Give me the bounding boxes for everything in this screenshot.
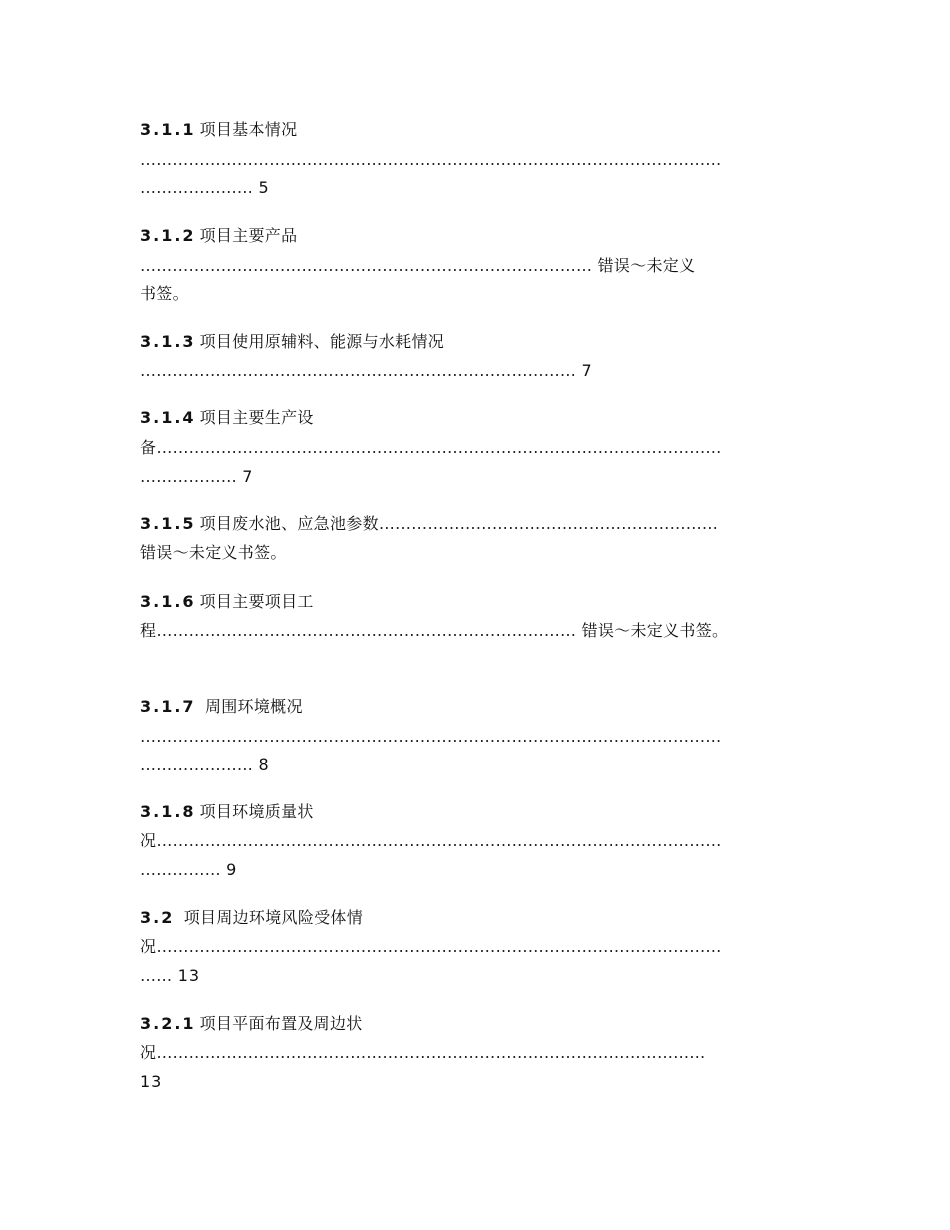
toc-page-number[interactable]: 13 [140, 1072, 163, 1091]
toc-entry-3-1-4-page-line [140, 465, 253, 489]
toc-page-number[interactable]: 9 [226, 860, 238, 879]
toc-leader-dots: ……………………………………………………… [378, 514, 719, 533]
toc-entry-number: 3.1.4 [140, 408, 196, 427]
toc-entry-title: 项目基本情况 [199, 120, 298, 139]
toc-entry-3-1-5-cont [140, 541, 287, 565]
toc-error-text[interactable]: 错误～未定义 [597, 256, 696, 275]
toc-error-text[interactable]: 错误～未定义书签。 [581, 621, 729, 640]
toc-leader-dots: …………………………………………………………………… [156, 621, 577, 640]
toc-entry-title-cont: 况 [140, 937, 157, 956]
toc-entry-3-1-4-title-line[interactable] [140, 406, 314, 430]
toc-page-number[interactable]: 13 [177, 966, 201, 985]
toc-leader-dots: …… [140, 966, 173, 985]
toc-page-number[interactable]: 5 [258, 178, 270, 197]
toc-entry-3-1-1-title-line[interactable] [140, 118, 297, 142]
toc-entry-3-1-6-title-line[interactable] [140, 590, 314, 614]
toc-entry-number: 3.1.2 [140, 226, 196, 245]
toc-entry-3-1-6-leader [140, 619, 728, 643]
toc-entry-title: 项目使用原辅料、能源与水耗情况 [199, 332, 445, 351]
toc-leader-dots: …………………………………………………………………………………………… [156, 831, 722, 850]
toc-error-text: 书签。 [140, 284, 189, 303]
toc-entry-title: 项目主要生产设 [199, 408, 314, 427]
toc-leader-dots: ………………………………………………………………………… [140, 256, 593, 275]
toc-entry-3-1-7-page-line [140, 753, 270, 777]
toc-entry-3-1-7-title-line[interactable] [140, 695, 303, 719]
toc-entry-title: 项目环境质量状 [199, 802, 314, 821]
toc-entry-3-2-1-leader [140, 1041, 705, 1065]
toc-entry-3-1-5-title-line[interactable] [140, 512, 718, 536]
toc-entry-3-2-1-page-line [140, 1070, 162, 1094]
toc-entry-number: 3.1.8 [140, 802, 196, 821]
toc-entry-3-2-1-title-line[interactable] [140, 1012, 363, 1036]
toc-entry-3-2-page-line [140, 964, 200, 988]
toc-entry-title-cont: 备 [140, 438, 157, 457]
toc-entry-number: 3.2.1 [140, 1014, 196, 1033]
toc-entry-number: 3.2 [140, 908, 175, 927]
toc-entry-title: 周围环境概况 [204, 697, 303, 716]
toc-leader-dots: ……………… [140, 467, 237, 486]
toc-page-number[interactable]: 7 [242, 467, 254, 486]
toc-entry-title: 项目平面布置及周边状 [199, 1014, 363, 1033]
toc-leader-dots: ……………………………………………………………………………………………… [140, 150, 722, 169]
toc-entry-3-1-2-leader [140, 254, 695, 278]
toc-entry-3-1-1-leader [140, 148, 721, 172]
toc-entry-3-1-3-leader [140, 359, 593, 383]
toc-leader-dots: …………………………………………………………………………………………… [156, 438, 722, 457]
toc-entry-3-1-8-title-line[interactable] [140, 800, 314, 824]
toc-entry-3-1-4-leader [140, 436, 722, 460]
toc-entry-number: 3.1.3 [140, 332, 196, 351]
toc-error-text[interactable]: 错误～未定义书签。 [140, 543, 287, 562]
toc-entry-3-1-8-page-line [140, 858, 237, 882]
toc-entry-3-1-2-title-line[interactable] [140, 224, 297, 248]
toc-entry-3-1-7-leader [140, 725, 721, 749]
toc-entry-number: 3.1.7 [140, 697, 196, 716]
toc-entry-3-1-2-cont [140, 282, 189, 306]
toc-leader-dots: ……………………………………………………………………… [140, 361, 577, 380]
toc-entry-3-2-leader [140, 935, 722, 959]
toc-entry-number: 3.1.6 [140, 592, 196, 611]
toc-entry-title: 项目周边环境风险受体情 [183, 908, 364, 927]
toc-leader-dots: ………………………………………………………………………………………… [156, 1043, 706, 1062]
toc-leader-dots: ………………… [140, 755, 254, 774]
toc-leader-dots: …………… [140, 860, 221, 879]
toc-entry-title-cont: 况 [140, 1043, 157, 1062]
toc-entry-title-cont: 况 [140, 831, 157, 850]
toc-page-number[interactable]: 8 [258, 755, 270, 774]
toc-entry-number: 3.1.1 [140, 120, 196, 139]
toc-entry-number: 3.1.5 [140, 514, 196, 533]
toc-entry-3-1-3-title-line[interactable] [140, 330, 444, 354]
toc-leader-dots: ……………………………………………………………………………………………… [140, 727, 722, 746]
toc-entry-3-1-1-page-line [140, 176, 270, 200]
toc-entry-title: 项目主要项目工 [199, 592, 314, 611]
toc-page-number[interactable]: 7 [581, 361, 593, 380]
toc-entry-title: 项目废水池、应急池参数 [199, 514, 379, 533]
toc-leader-dots: ………………… [140, 178, 254, 197]
toc-entry-3-1-8-leader [140, 829, 722, 853]
toc-leader-dots: …………………………………………………………………………………………… [156, 937, 722, 956]
toc-entry-title: 项目主要产品 [199, 226, 298, 245]
toc-entry-3-2-title-line[interactable] [140, 906, 363, 930]
toc-entry-title-cont: 程 [140, 621, 157, 640]
